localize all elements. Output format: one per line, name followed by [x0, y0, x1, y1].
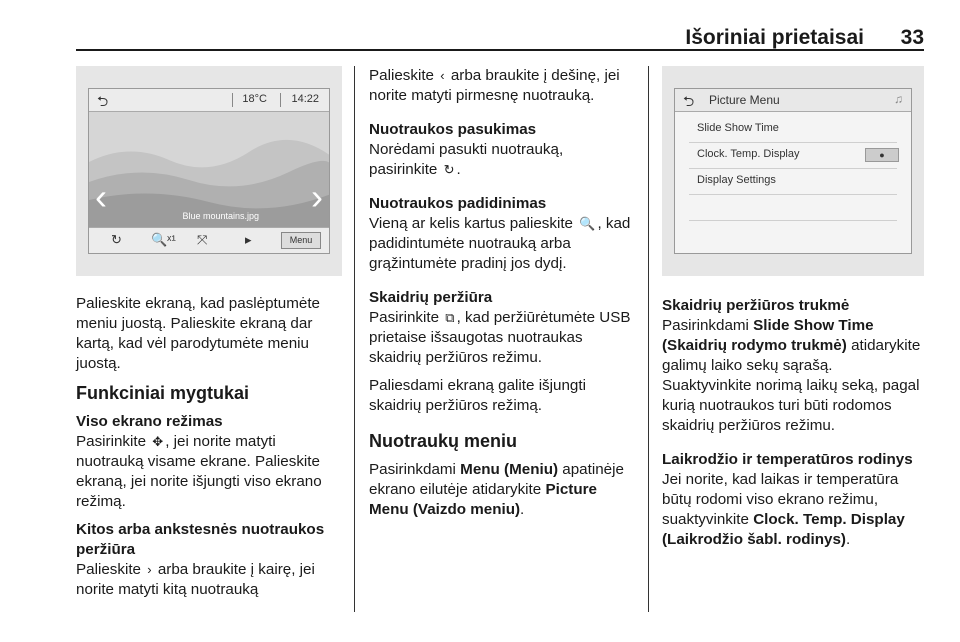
separator	[280, 93, 281, 107]
fullscreen-icon: ✥	[152, 434, 164, 449]
text: Pasirinkdami	[662, 317, 749, 334]
text: .	[456, 161, 461, 178]
text: .	[520, 501, 525, 518]
picture-menu-term: Picture Menu (Vaizdo meniu)	[369, 481, 597, 518]
mountain-image	[89, 112, 329, 227]
clock-readout: 14:22	[291, 93, 319, 105]
text: Palieskite	[76, 561, 141, 578]
heading-rotate: Nuotraukos pasukimas	[369, 121, 537, 138]
next-arrow-icon: ›	[311, 176, 323, 217]
paragraph-clock-temp	[662, 470, 926, 550]
text: Pasirinkite	[369, 309, 440, 326]
previous-arrow-icon: ‹	[440, 68, 445, 83]
picture-menu-list	[675, 112, 911, 253]
heading-function-buttons: Funkciniai mygtukai	[76, 383, 250, 403]
fullscreen-icon: ⤧	[197, 232, 208, 247]
text: atidarykite galimų laiko sekų sąrašą. Suaktyvinkite norimą laikų seką, pagal kurią nuotraukos turi būti rodomos skaidrių peržiūros režimu.	[662, 337, 921, 434]
music-note-icon: ♫	[894, 92, 903, 106]
back-icon: ⮌	[97, 93, 109, 109]
heading-clock-temp: Laikrodžio ir temperatūros rodinys	[662, 451, 913, 468]
chapter-title: Išoriniai prietaisai	[685, 26, 864, 49]
text: pasirinkite	[369, 161, 438, 178]
rotate-icon: ↻	[111, 232, 122, 247]
mountain-photo	[89, 112, 329, 227]
paragraph-previous	[369, 66, 637, 106]
heading-next-previous: Kitos arba ankstesnės nuotraukos peržiūra	[76, 521, 325, 558]
separator	[232, 93, 233, 107]
text: Palieskite	[369, 67, 434, 84]
divider	[689, 220, 897, 221]
text: , kad peržiūrėtumėte USB prietaise išsaugotas nuotraukas skaidrių peržiūros režimu.	[369, 309, 631, 366]
menu-item-slide-show-time: Slide Show Time	[697, 122, 779, 134]
zoom-icon: 🔍	[579, 216, 596, 231]
divider	[689, 168, 897, 169]
text: , kad padidintumėte nuotrauką arba grąžintumėte pradinį jos dydį.	[369, 215, 631, 272]
column-divider-right	[648, 66, 649, 612]
text: Pasirinkite	[76, 433, 147, 450]
heading-picture-menu: Nuotraukų meniu	[369, 431, 518, 451]
right-column	[662, 296, 926, 558]
menu-button: Menu	[281, 232, 321, 249]
screenshot-image-viewer	[76, 66, 342, 276]
text: Vieną ar kelis kartus palieskite	[369, 215, 574, 232]
zoom-icon: 🔍ˣ¹	[151, 232, 176, 247]
clock-temp-term: Clock. Temp. Display (Laikrodžio šabl. rodinys)	[662, 511, 905, 548]
picture-menu-screen	[674, 88, 912, 254]
left-column	[76, 294, 344, 608]
image-filename: Blue mountains.jpg	[182, 211, 259, 221]
header-rule	[76, 49, 924, 51]
rotate-line: Norėdami pasukti nuotrauką,	[369, 141, 564, 158]
paragraph-rotate	[369, 160, 637, 180]
text: Jei norite, kad laikas ir temperatūra būtų rodomi viso ekrano režimu, suaktyvinkite	[662, 471, 899, 528]
picture-menu-title: Picture Menu	[709, 93, 780, 107]
column-divider-left	[354, 66, 355, 612]
menu-item-display-settings: Display Settings	[697, 174, 776, 186]
slideshow-icon: ⧉	[445, 310, 455, 325]
paragraph-next	[76, 560, 344, 600]
heading-fullscreen: Viso ekrano režimas	[76, 413, 223, 430]
previous-arrow-icon: ‹	[95, 176, 107, 217]
paragraph-zoom	[369, 214, 637, 274]
paragraph-hide-menu: Palieskite ekraną, kad paslėptumėte meniu juostą. Palieskite ekraną dar kartą, kad vėl parodytumėte meniu juostą.	[76, 295, 320, 372]
paragraph-picture-menu	[369, 460, 637, 520]
viewer-bottom-bar	[89, 227, 329, 253]
slide-show-time-term: Slide Show Time (Skaidrių rodymo trukmė)	[662, 317, 874, 354]
paragraph-slideshow-exit: Paliesdami ekraną galite išjungti skaidrių peržiūros režimą.	[369, 377, 586, 414]
clock-temp-toggle: ●	[865, 148, 899, 162]
temperature-readout: 18°C	[242, 93, 267, 105]
menu-item-clock-temp-display: Clock. Temp. Display	[697, 148, 800, 160]
heading-slideshow: Skaidrių peržiūra	[369, 289, 493, 306]
screenshot-picture-menu	[662, 66, 924, 276]
back-icon: ⮌	[683, 93, 695, 109]
page-number: 33	[900, 26, 924, 49]
text: arba braukite į kairę, jei norite matyti kitą nuotrauką	[76, 561, 315, 598]
heading-zoom: Nuotraukos padidinimas	[369, 195, 547, 212]
text: apatinėje ekrano eilutėje atidarykite	[369, 461, 624, 498]
text: , jei norite matyti nuotrauką visame ekrane. Palieskite ekraną, jei norite išjungti viso ekrano režimą.	[76, 433, 322, 510]
text: Pasirinkdami	[369, 461, 456, 478]
picture-menu-top-bar	[675, 89, 911, 112]
rotate-icon: ↻	[443, 162, 455, 177]
slideshow-icon: ▸	[245, 232, 252, 247]
viewer-screen	[88, 88, 330, 254]
paragraph-slide-duration	[662, 316, 926, 436]
menu-term: Menu (Meniu)	[460, 461, 559, 478]
viewer-top-bar	[89, 89, 329, 112]
text: arba braukite į dešinę, jei norite matyti pirmesnę nuotrauką.	[369, 67, 620, 104]
paragraph-slideshow	[369, 308, 637, 368]
divider	[689, 194, 897, 195]
text: .	[845, 531, 851, 548]
next-arrow-icon: ›	[147, 562, 152, 577]
heading-slide-duration: Skaidrių peržiūros trukmė	[662, 297, 850, 314]
divider	[689, 142, 897, 143]
paragraph-fullscreen	[76, 432, 344, 512]
middle-column	[369, 66, 637, 528]
